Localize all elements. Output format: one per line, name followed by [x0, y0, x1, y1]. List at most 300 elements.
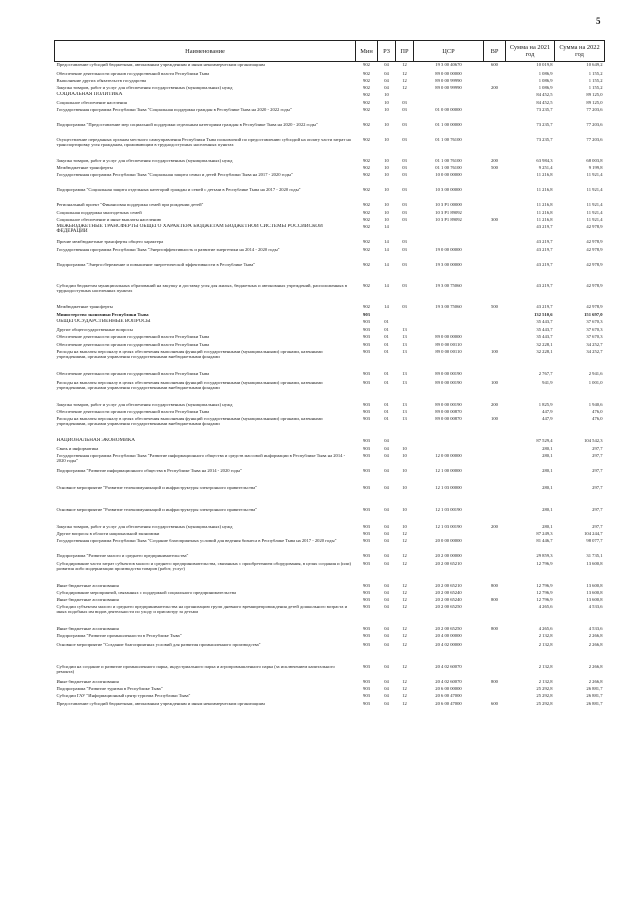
cell-sum-2022: 77 203,6 [586, 106, 603, 112]
cell-vr: 800 [491, 582, 498, 588]
cell-rz: 04 [384, 685, 389, 691]
cell-sum-2021: 2 132,8 [538, 663, 553, 669]
table-row [55, 262, 605, 283]
cell-sum-2022: 2 266,8 [588, 678, 603, 684]
cell-rz: 01 [384, 415, 389, 421]
cell-sum-2022: 42 978,9 [586, 261, 603, 267]
cell-name: Субсидирование части затрат субъектов малого и среднего предпринимательства, связанных с приобретением оборудования, в целях создания и (или) развития либо модернизации производства товаров (работ, услуг) [56, 560, 352, 571]
cell-min: 902 [363, 136, 370, 142]
cell-sum-2021: 63 984,3 [536, 157, 553, 163]
cell-min: 903 [363, 560, 370, 566]
cell-rz: 01 [384, 408, 389, 414]
cell-vr [484, 664, 506, 679]
cell-min: 902 [363, 246, 370, 252]
cell-sum-2021: 35 443,7 [536, 318, 553, 324]
cell-name: Закупка товаров, работ и услуг для обеспечения государственных (муниципальных) нужд [56, 523, 233, 529]
cell-vr [484, 92, 506, 100]
cell-sum-2021: 11 216,8 [536, 209, 553, 215]
cell-sum-2021: 2 767,7 [538, 370, 553, 376]
cell-sum-2022: 11 921,4 [586, 201, 603, 207]
table-row [55, 217, 605, 224]
cell-rz: 04 [384, 678, 389, 684]
cell-min: 902 [363, 171, 370, 177]
cell-min: 902 [363, 70, 370, 76]
cell-name: Основное мероприятие "Создание благоприятных условий для развития промышленного производства" [56, 641, 261, 647]
cell-csr: 89 0 00 00000 [435, 333, 462, 339]
cell-csr: 89 0 00 00190 [435, 370, 462, 376]
cell-csr [414, 239, 484, 247]
cell-sum-2021: 12 796,9 [536, 589, 553, 595]
cell-sum-2022: 11 921,4 [586, 171, 603, 177]
cell-vr [484, 604, 506, 626]
cell-csr [414, 224, 484, 239]
table-row [55, 438, 605, 446]
cell-name: НАЦИОНАЛЬНАЯ ЭКОНОМИКА [56, 437, 136, 443]
cell-vr [484, 693, 506, 701]
cell-csr: 19 3 00 75060 [435, 282, 462, 288]
table-row [55, 78, 605, 85]
cell-name: Субсидии субъектам малого и среднего предпринимательства на организацию групп дневного времяпрепровождения детей дошкольного возраста и иных подобных им видов деятельности по уходу и присмотру за детьми [56, 603, 348, 614]
cell-pr: 10 [402, 467, 407, 473]
cell-min: 903 [363, 692, 370, 698]
cell-sum-2022: 42 978,9 [586, 238, 603, 244]
cell-vr [484, 531, 506, 538]
cell-pr: 03 [402, 261, 407, 267]
cell-sum-2022: 13 600,8 [586, 582, 603, 588]
cell-vr [484, 224, 506, 239]
table-row [55, 342, 605, 349]
cell-rz: 14 [384, 223, 389, 229]
cell-sum-2022: 297,7 [592, 523, 603, 529]
cell-min: 903 [363, 318, 370, 324]
cell-csr: 89 0 00 00000 [435, 70, 462, 76]
cell-sum-2022: 1 155,2 [588, 84, 603, 90]
cell-sum-2021: 1 825,9 [538, 401, 553, 407]
cell-pr: 12 [402, 603, 407, 609]
cell-rz: 04 [384, 537, 389, 543]
cell-min: 903 [363, 523, 370, 529]
cell-sum-2022: 1 155,2 [588, 77, 603, 83]
cell-vr [484, 172, 506, 187]
table-row [55, 416, 605, 438]
cell-rz: 04 [384, 663, 389, 669]
cell-csr: 10 3 00 00000 [435, 186, 462, 192]
cell-vr [484, 239, 506, 247]
table-row [55, 165, 605, 172]
table-row [55, 642, 605, 664]
cell-vr: 500 [491, 164, 498, 170]
cell-sum-2022: 476,0 [592, 408, 603, 414]
cell-csr: 20 2 00 00000 [435, 552, 462, 558]
cell-pr: 12 [402, 700, 407, 706]
cell-name: Обеспечение деятельности органов государственной власти Республики Тыва [56, 333, 210, 339]
cell-sum-2022: 42 978,9 [586, 223, 603, 229]
cell-csr [414, 100, 484, 107]
cell-vr: 800 [491, 625, 498, 631]
cell-rz: 01 [384, 379, 389, 385]
cell-min: 903 [363, 370, 370, 376]
cell-sum-2021: 43 219,7 [536, 246, 553, 252]
cell-sum-2022: 104 542,3 [584, 437, 603, 443]
table-row [55, 597, 605, 604]
cell-sum-2021: 25 292,8 [536, 700, 553, 706]
cell-pr: 12 [402, 663, 407, 669]
cell-min: 903 [363, 582, 370, 588]
cell-vr: 100 [491, 379, 498, 385]
cell-csr: 01 1 00 76100 [435, 157, 462, 163]
cell-min: 902 [363, 282, 370, 288]
header-min: Мин [356, 41, 378, 62]
cell-sum-2021: 2 132,8 [538, 678, 553, 684]
cell-sum-2021: 12 796,9 [536, 560, 553, 566]
cell-sum-2021: 941,9 [542, 379, 553, 385]
cell-name: Предоставление субсидий бюджетным, автономным учреждениям и иным некоммерческим организациям [56, 700, 265, 706]
cell-sum-2022: 13 600,8 [586, 589, 603, 595]
table-row [55, 122, 605, 137]
cell-sum-2022: 37 670,3 [586, 318, 603, 324]
cell-vr [484, 553, 506, 561]
cell-sum-2022: 26 881,7 [586, 685, 603, 691]
cell-rz: 10 [384, 91, 389, 97]
cell-vr: 300 [491, 216, 498, 222]
cell-csr: 01 1 00 76100 [435, 164, 462, 170]
table-row [55, 349, 605, 371]
table-row [55, 409, 605, 416]
cell-sum-2021: 81 446,7 [536, 537, 553, 543]
cell-csr: 19 3 00 00000 [435, 261, 462, 267]
cell-min: 903 [363, 341, 370, 347]
cell-pr: 03 [402, 216, 407, 222]
cell-name: Социальное обеспечение населения [56, 99, 127, 105]
table-row [55, 172, 605, 187]
table-row [55, 626, 605, 633]
cell-min: 902 [363, 303, 370, 309]
cell-name: Подпрограмма "Развитие малого и среднего предпринимательства" [56, 552, 189, 558]
cell-csr: 20 6 00 47000 [435, 692, 462, 698]
table-row [55, 633, 605, 642]
cell-csr [414, 92, 484, 100]
table-row [55, 531, 605, 538]
cell-pr [396, 224, 414, 239]
cell-name: Предоставление субсидий бюджетным, автономным учреждениям и иным некоммерческим организациям [56, 62, 265, 67]
cell-sum-2022: 77 203,6 [586, 121, 603, 127]
table-row [55, 583, 605, 590]
cell-sum-2021: 73 235,7 [536, 106, 553, 112]
cell-rz: 14 [384, 282, 389, 288]
cell-pr: 03 [402, 246, 407, 252]
header-pr: ПР [396, 41, 414, 62]
table-row [55, 604, 605, 626]
cell-sum-2022: 34 252,7 [586, 341, 603, 347]
cell-min: 902 [363, 121, 370, 127]
cell-pr [396, 92, 414, 100]
table-header-row [55, 41, 605, 62]
cell-pr: 12 [402, 589, 407, 595]
cell-min: 902 [363, 164, 370, 170]
cell-sum-2022: 297,7 [592, 484, 603, 490]
cell-min: 903 [363, 484, 370, 490]
cell-csr: 20 2 00 65250 [435, 625, 462, 631]
table-row [55, 701, 605, 715]
cell-sum-2021: 280,1 [542, 445, 553, 451]
cell-pr: 12 [402, 560, 407, 566]
cell-pr: 10 [402, 452, 407, 458]
table-row [55, 507, 605, 524]
cell-vr [484, 590, 506, 597]
cell-vr [484, 312, 506, 319]
cell-sum-2022: 26 881,7 [586, 700, 603, 706]
cell-name: Обеспечение деятельности органов государственной власти Республики Тыва [56, 70, 210, 76]
table-row [55, 371, 605, 380]
cell-min: 902 [363, 106, 370, 112]
cell-csr: 89 0 00 99990 [435, 77, 462, 83]
cell-min: 903 [363, 641, 370, 647]
cell-name: Государственная программа Республики Тыва "Энергоэффективность и развитие энергетики на 2014 - 2020 годы" [56, 246, 280, 252]
cell-vr: 100 [491, 348, 498, 354]
cell-rz: 10 [384, 201, 389, 207]
cell-sum-2022: 37 670,3 [586, 326, 603, 332]
cell-min: 902 [363, 62, 370, 67]
cell-vr [484, 187, 506, 202]
cell-rz: 14 [384, 238, 389, 244]
table-row [55, 561, 605, 583]
table-row [55, 62, 605, 71]
cell-sum-2022: 2 941,6 [588, 370, 603, 376]
cell-rz: 01 [384, 348, 389, 354]
cell-sum-2021: 43 219,7 [536, 238, 553, 244]
cell-csr [414, 319, 484, 327]
cell-sum-2021: 35 443,7 [536, 333, 553, 339]
cell-pr: 03 [402, 303, 407, 309]
cell-rz: 04 [384, 700, 389, 706]
cell-pr: 12 [402, 685, 407, 691]
cell-csr: 20 0 00 00000 [435, 537, 462, 543]
cell-name: Социальное обеспечение и иные выплаты населению [56, 216, 162, 222]
cell-name: Государственная программа Республики Тыва "Социальная защита семьи и детей Республики Тыва на 2017 - 2020 годы" [56, 171, 293, 177]
cell-sum-2021: 280,1 [542, 484, 553, 490]
cell-rz: 01 [384, 370, 389, 376]
cell-pr: 13 [402, 326, 407, 332]
cell-name: Основное мероприятие "Развитие телекоммуникаций и инфраструктуры электронного правительства" [56, 506, 258, 512]
cell-pr: 03 [402, 282, 407, 288]
cell-min: 903 [363, 408, 370, 414]
cell-vr [484, 78, 506, 85]
cell-sum-2021: 1 086,9 [538, 70, 553, 76]
cell-min: 903 [363, 333, 370, 339]
cell-name: Обеспечение деятельности органов государственной власти Республики Тыва [56, 341, 210, 347]
cell-name: Социальная поддержка многодетных семей [56, 209, 142, 215]
cell-csr [414, 438, 484, 446]
cell-csr: 20 4 00 00000 [435, 632, 462, 638]
cell-csr: 19 3 00 75060 [435, 303, 462, 309]
cell-csr: 10 3 P1 89092 [435, 209, 462, 215]
cell-rz: 04 [384, 625, 389, 631]
cell-min: 903 [363, 437, 370, 443]
cell-vr [484, 485, 506, 507]
cell-sum-2022: 42 978,9 [586, 282, 603, 288]
table-row [55, 283, 605, 304]
cell-sum-2022: 10 649,2 [586, 62, 603, 67]
cell-name: Иные бюджетные ассигнования [56, 582, 119, 588]
cell-min: 903 [363, 379, 370, 385]
cell-pr: 12 [402, 530, 407, 536]
cell-vr [484, 446, 506, 453]
cell-sum-2022: 4 533,6 [588, 625, 603, 631]
cell-sum-2021: 11 216,8 [536, 186, 553, 192]
cell-pr: 12 [402, 596, 407, 602]
cell-name: Субсидии бюджетам муниципальных образований на закупку и доставку угля для жилых, бюджетных и автономных учреждений, расположенных в труднодоступных населенных пунктах [56, 282, 348, 293]
table-row [55, 100, 605, 107]
cell-min: 903 [363, 415, 370, 421]
cell-csr: 01 1 00 76100 [435, 136, 462, 142]
cell-sum-2022: 1 940,6 [588, 401, 603, 407]
cell-csr: 01 0 00 00000 [435, 106, 462, 112]
cell-sum-2021: 43 219,7 [536, 303, 553, 309]
table-row [55, 380, 605, 402]
cell-vr [484, 319, 506, 327]
cell-sum-2022: 13 600,8 [586, 596, 603, 602]
table-row [55, 553, 605, 561]
cell-sum-2021: 11 216,8 [536, 171, 553, 177]
cell-pr: 13 [402, 415, 407, 421]
cell-vr [484, 210, 506, 217]
cell-min: 902 [363, 261, 370, 267]
cell-rz: 10 [384, 99, 389, 105]
cell-sum-2022: 297,7 [592, 506, 603, 512]
cell-name: Субсидирование мероприятий, связанных с поддержкой социального предпринимательства [56, 589, 237, 595]
cell-vr [484, 262, 506, 283]
cell-rz: 10 [384, 106, 389, 112]
cell-rz: 04 [384, 452, 389, 458]
cell-min: 903 [363, 530, 370, 536]
cell-sum-2021: 25 292,8 [536, 692, 553, 698]
cell-sum-2021: 2 132,8 [538, 641, 553, 647]
cell-min: 903 [363, 348, 370, 354]
cell-vr [484, 468, 506, 485]
table-row [55, 679, 605, 686]
cell-name: Закупка товаров, работ и услуг для обеспечения государственных (муниципальных) нужд [56, 157, 233, 163]
cell-pr: 03 [402, 106, 407, 112]
table-row [55, 92, 605, 100]
cell-min: 903 [363, 596, 370, 602]
cell-csr: 19 0 00 00000 [435, 246, 462, 252]
cell-rz: 10 [384, 136, 389, 142]
cell-vr [484, 122, 506, 137]
cell-rz: 10 [384, 171, 389, 177]
cell-sum-2021: 12 796,9 [536, 596, 553, 602]
cell-name: Подпрограмма "Энергосбережение и повышение энергетической эффективности в Республике Тыва" [56, 261, 256, 267]
cell-sum-2022: 9 199,8 [588, 164, 603, 170]
table-row [55, 137, 605, 158]
cell-name: Подпрограмма "Развитие туризма в Республике Тыва" [56, 685, 163, 691]
table-row [55, 664, 605, 679]
cell-name: Государственная программа Республики Тыва "Создание благоприятных условий для ведения бизнеса в Республике Тыва на 2017 - 2020 годы" [56, 537, 337, 543]
cell-vr [484, 438, 506, 446]
cell-min: 903 [363, 452, 370, 458]
table-row [55, 485, 605, 507]
cell-csr [414, 312, 484, 319]
cell-sum-2022: 11 921,4 [586, 209, 603, 215]
cell-sum-2022: 31 735,1 [586, 552, 603, 558]
cell-name: Региональный проект "Финансовая поддержка семей при рождении детей" [56, 201, 204, 207]
cell-pr: 12 [402, 582, 407, 588]
cell-name: Расходы на выплаты персоналу в целях обеспечения выполнения функций государственными (муниципальными) органами, казенными учреждениями, органами управления государственными внебюджетными фондами [56, 415, 323, 426]
table-row [55, 107, 605, 122]
cell-sum-2021: 43 219,7 [536, 282, 553, 288]
cell-rz: 10 [384, 209, 389, 215]
cell-rz: 04 [384, 641, 389, 647]
cell-rz: 04 [384, 62, 389, 67]
cell-sum-2021: 43 219,7 [536, 261, 553, 267]
cell-sum-2021: 25 292,8 [536, 685, 553, 691]
cell-vr: 600 [491, 62, 498, 67]
cell-sum-2022: 13 600,8 [586, 560, 603, 566]
cell-csr: 10 3 P1 00000 [435, 201, 462, 207]
cell-csr [414, 446, 484, 453]
cell-pr: 13 [402, 370, 407, 376]
cell-name: Расходы на выплаты персоналу в целях обеспечения выполнения функций государственными (муниципальными) органами, казенными учреждениями, органами управления государственными внебюджетными фондами [56, 379, 323, 390]
cell-csr: 20 2 00 65210 [435, 582, 462, 588]
cell-pr: 13 [402, 379, 407, 385]
cell-vr [484, 561, 506, 583]
cell-vr [484, 247, 506, 262]
cell-csr: 89 0 00 00190 [435, 379, 462, 385]
cell-min: 902 [363, 223, 370, 229]
cell-rz: 10 [384, 164, 389, 170]
cell-csr: 20 4 02 60070 [435, 678, 462, 684]
table-row [55, 453, 605, 468]
cell-sum-2021: 1 086,9 [538, 84, 553, 90]
table-row [55, 319, 605, 327]
cell-rz [378, 312, 396, 319]
cell-min: 903 [363, 685, 370, 691]
cell-name: Иные бюджетные ассигнования [56, 678, 119, 684]
cell-sum-2022: 476,0 [592, 415, 603, 421]
cell-sum-2021: 447,9 [542, 415, 553, 421]
cell-rz: 04 [384, 77, 389, 83]
cell-sum-2021: 1 086,9 [538, 77, 553, 83]
page-number: 5 [596, 16, 601, 26]
cell-pr: 12 [402, 77, 407, 83]
cell-csr: 20 2 00 65240 [435, 589, 462, 595]
cell-min: 903 [363, 537, 370, 543]
cell-sum-2021: 12 796,9 [536, 582, 553, 588]
table-row [55, 468, 605, 485]
table-row [55, 158, 605, 165]
cell-min: 903 [363, 311, 370, 317]
cell-pr [396, 438, 414, 446]
cell-min: 902 [363, 84, 370, 90]
table-row [55, 224, 605, 239]
cell-sum-2022: 98 077,7 [586, 537, 603, 543]
cell-name: Связь и информатика [56, 445, 99, 451]
cell-pr: 12 [402, 552, 407, 558]
cell-vr: 200 [491, 84, 498, 90]
cell-csr: 89 0 00 99990 [435, 84, 462, 90]
cell-sum-2021: 35 443,7 [536, 326, 553, 332]
cell-sum-2022: 89 125,0 [586, 99, 603, 105]
cell-sum-2021: 87 249,3 [536, 530, 553, 536]
cell-rz: 10 [384, 186, 389, 192]
cell-pr: 03 [402, 186, 407, 192]
cell-pr: 12 [402, 625, 407, 631]
cell-pr: 12 [402, 632, 407, 638]
cell-csr: 12 1 03 00190 [435, 506, 462, 512]
cell-vr [484, 642, 506, 664]
cell-rz: 04 [384, 530, 389, 536]
cell-csr: 89 0 00 00110 [435, 341, 462, 347]
cell-name: Подпрограмма "Предоставление мер социальной поддержки отдельным категориям граждан в Республике Тыва на 2020 - 2022 годы" [56, 121, 318, 127]
